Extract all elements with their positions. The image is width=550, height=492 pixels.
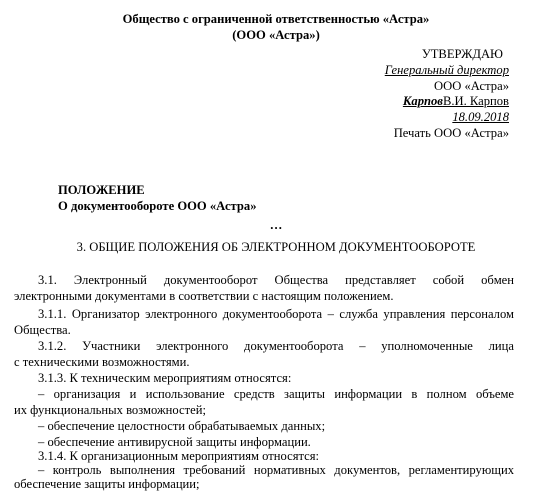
section-title: 3. ОБЩИЕ ПОЛОЖЕНИЯ ОБ ЭЛЕКТРОННОМ ДОКУМЕНТООБОРОТЕ [76, 240, 476, 254]
approval-signature-line [403, 94, 509, 109]
paragraph-line: с техническими возможностями. [14, 355, 190, 369]
paragraph-line: 3.1.2. Участники электронного документооборота – уполномоченные лица [38, 339, 514, 353]
paragraph-line: электронными документами в соответствии с настоящим положением. [14, 289, 394, 303]
document-type: ПОЛОЖЕНИЕ [58, 183, 145, 197]
paragraph-line: Общества. [14, 323, 71, 337]
organization-short-name: (ООО «Астра») [232, 28, 320, 42]
approval-heading: УТВЕРЖДАЮ [421, 47, 503, 61]
paragraph-line: – обеспечение антивирусной защиты информации. [38, 435, 311, 449]
paragraph-line: 3.1.1. Организатор электронного документооборота – служба управления персоналом [38, 307, 514, 321]
approval-organization: ООО «Астра» [434, 79, 509, 93]
paragraph-line: – контроль выполнения требований нормативных документов, регламентирующих [38, 463, 514, 477]
paragraph-line: – организация и использование средств защиты информации в полном объеме [38, 387, 514, 401]
approval-stamp: Печать ООО «Астра» [393, 126, 509, 140]
handwritten-signature: Карпов [402, 94, 443, 108]
omission-mark: … [269, 218, 283, 232]
paragraph-line: обеспечение защиты информации; [14, 477, 200, 491]
document-subject: О документообороте ООО «Астра» [58, 199, 257, 213]
approval-position: Генеральный директор [384, 63, 509, 77]
signatory-name: В.И. Карпов [442, 94, 509, 108]
organization-full-name: Общество с ограниченной ответственностью «Астра» [122, 12, 430, 26]
paragraph-line: 3.1.3. К техническим мероприятиям относятся: [38, 371, 292, 385]
paragraph-line: – обеспечение целостности обрабатываемых данных; [38, 419, 326, 433]
paragraph-line: 3.1.4. К организационным мероприятиям относятся: [38, 449, 320, 463]
approval-date: 18.09.2018 [452, 110, 509, 124]
paragraph-line: их функциональных возможностей; [14, 403, 206, 417]
paragraph-line: 3.1. Электронный документооборот Общества представляет собой обмен [38, 273, 514, 287]
